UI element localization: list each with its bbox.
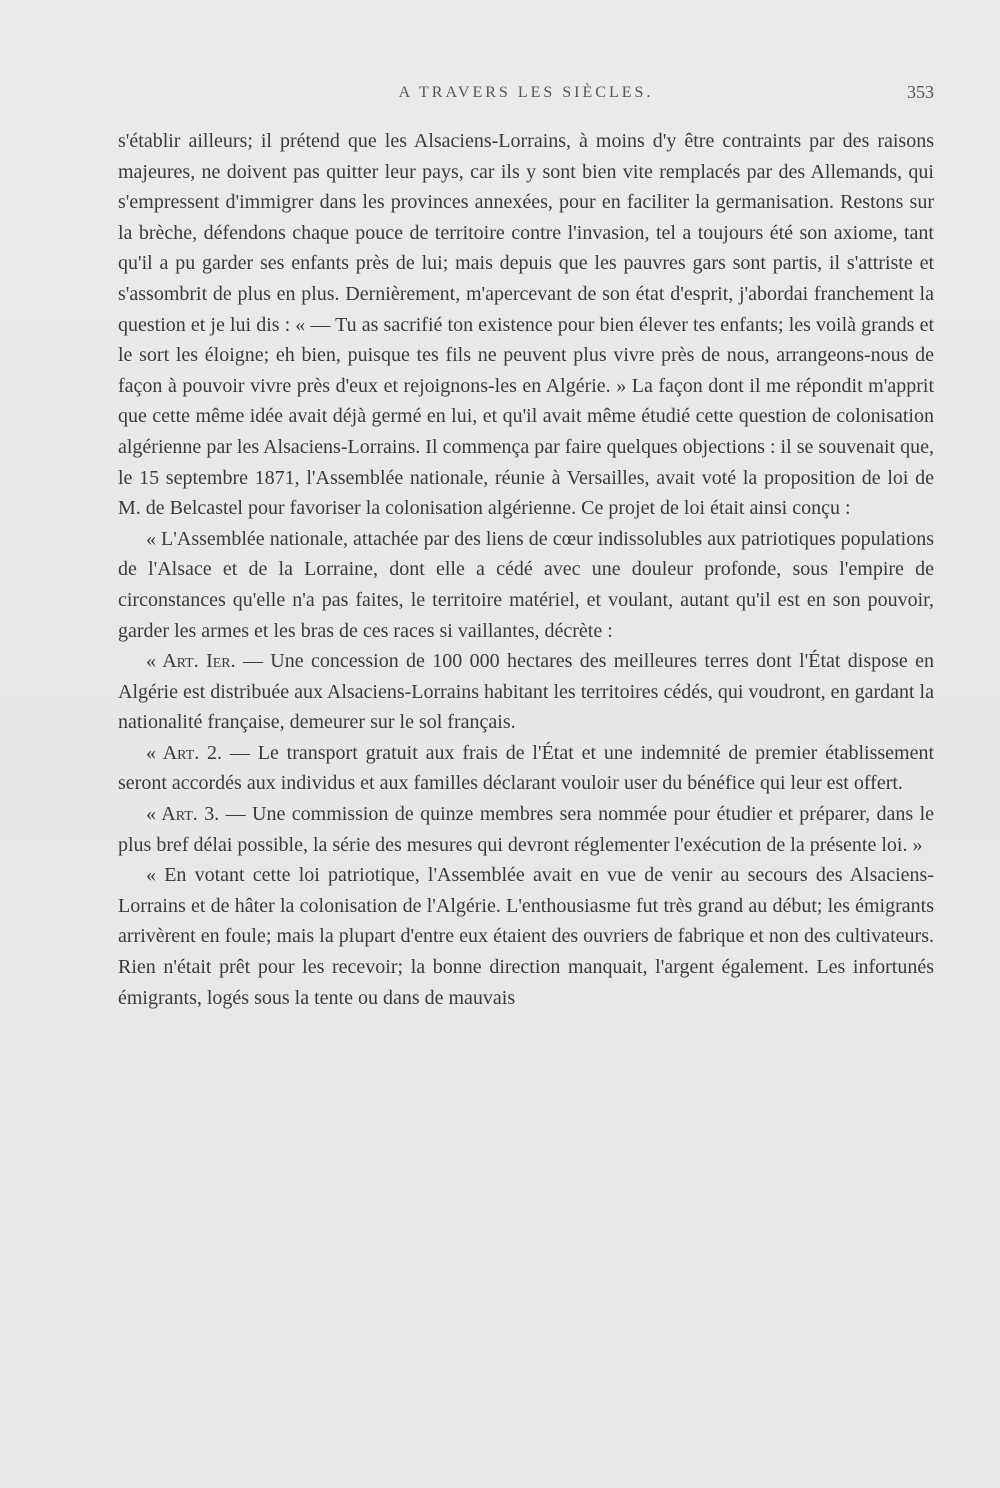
- page-number: 353: [907, 82, 934, 102]
- paragraph-law-preamble: « L'Assemblée nationale, attachée par des liens de cœur indissolubles aux patriotiques populations de l'Alsace et de la Lorraine, dont elle a cédé avec une douleur profonde, sous l'empire de circonstances qu'elle n'a pas faites, le territoire matériel, et voulant, autant qu'il est en son pouvoir, garder les armes et les bras de ces races si vaillantes, décrète :: [118, 527, 934, 642]
- article-2-text: — Le transport gratuit aux frais de l'État et une indemnité de premier établissement seront accordés aux individus et aux familles déclarant vouloir user du bénéfice qui leur est offert.: [118, 741, 935, 795]
- paragraph-article-2: [118, 738, 934, 799]
- article-3-label: « Art. 3.: [146, 803, 220, 826]
- paragraph-1: s'établir ailleurs; il prétend que les Alsaciens-Lorrains, à moins d'y être contraints par des raisons majeures, ne doivent pas quitter leur pays, car ils y sont bien vite remplacés par des Allemands, qui s'empressent d'immigrer dans les provinces annexées, pour en faciliter la germanisation. Restons sur la brèche, défendons chaque pouce de territoire contre l'invasion, tel a toujours été son axiome, tant qu'il a pu garder ses enfants près de lui; mais depuis que les pauvres gars sont partis, il s'attriste et s'assombrit de plus en plus. Dernièrement, m'apercevant de son état d'esprit, j'abordai franchement la question et je lui dis : « — Tu as sacrifié ton existence pour bien élever tes enfants; les voilà grands et le sort les éloigne; eh bien, puisque tes fils ne peuvent plus vivre près de nous, arrangeons-nous de façon à pouvoir vivre près d'eux et rejoignons-les en Algérie. » La façon dont il me répondit m'apprit que cette même idée avait déjà germé en lui, et qu'il avait même étudié cette question de colonisation algérienne par les Alsaciens-Lorrains. Il commença par faire quelques objections : il se souvenait que, le 15 septembre 1871, l'Assemblée nationale, réunie à Versailles, avait voté la proposition de loi de M. de Belcastel pour favoriser la colonisation algérienne. Ce projet de loi était ainsi conçu :: [118, 130, 934, 520]
- article-2-label: « Art. 2.: [146, 741, 223, 764]
- running-title: A TRAVERS LES SIÈCLES.: [398, 84, 654, 101]
- paragraph-final: « En votant cette loi patriotique, l'Assemblée avait en vue de venir au secours des Alsaciens-Lorrains et de hâter la colonisation de l'Algérie. L'enthousiasme fut très grand au début; les émigrants arrivèrent en foule; mais la plupart d'entre eux étaient des ouvriers de fabrique et non des cultivateurs. Rien n'était prêt pour les recevoir; la bonne direction manquait, l'argent également. Les infortunés émigrants, logés sous la tente ou dans de mauvais: [118, 864, 934, 1009]
- body-text: [118, 126, 934, 1013]
- page-header: [118, 80, 934, 110]
- article-1-text: — Une concession de 100 000 hectares des meilleures terres dont l'État dispose en Algérie est distribuée aux Alsaciens-Lorrains habitant les territoires cédés, qui voudront, en gardant la nationalité française, demeurer sur le sol français.: [118, 650, 934, 734]
- paragraph-article-3: [118, 799, 934, 860]
- article-3-text: — Une commission de quinze membres sera nommée pour étudier et préparer, dans le plus bref délai possible, la série des mesures qui devront réglementer l'exécution de la présente loi. »: [118, 803, 935, 856]
- paragraph-article-1: [118, 646, 934, 738]
- article-1-label: « Art. Ier.: [146, 650, 236, 673]
